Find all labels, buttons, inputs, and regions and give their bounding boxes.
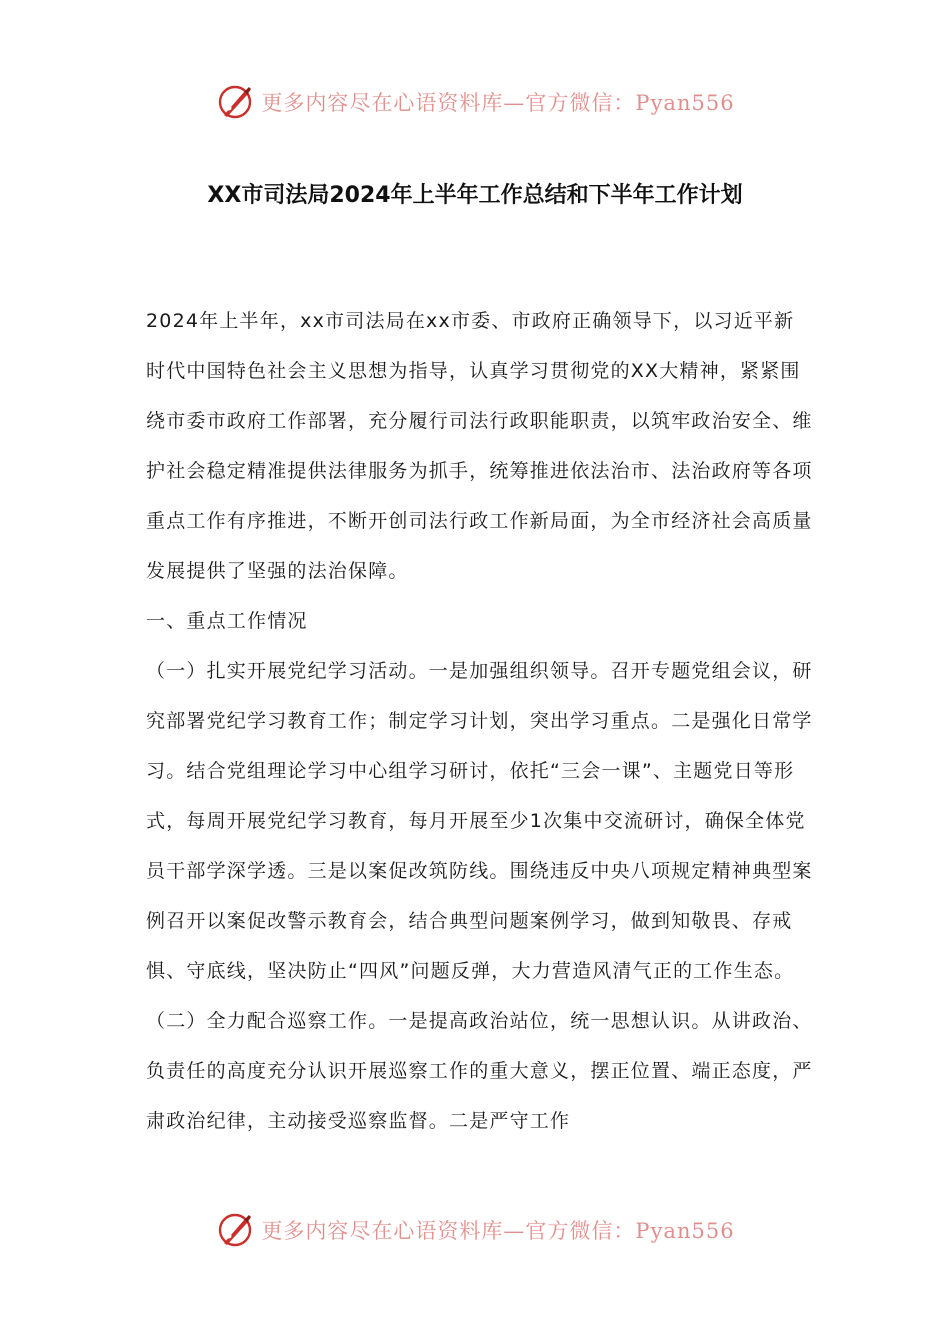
body-paragraph: （二）全力配合巡察工作。一是提高政治站位，统一思想认识。从讲政治、负责任的高度充分认识开展巡察工作的重大意义，摆正位置、端正态度，严肃政治纪律，主动接受巡察监督。二是严守工作 xyxy=(146,1010,813,1132)
watermark-banner-bottom xyxy=(0,1208,950,1252)
fountain-pen-logo-icon xyxy=(215,1210,255,1250)
watermark-banner-top xyxy=(0,80,950,124)
watermark-text: 更多内容尽在心语资料库—官方微信：Pyan556 xyxy=(261,91,735,115)
section-heading: 一、重点工作情况 xyxy=(146,610,308,632)
watermark-text: 更多内容尽在心语资料库—官方微信：Pyan556 xyxy=(261,1219,735,1243)
document-body xyxy=(146,296,814,1146)
body-paragraph: （一）扎实开展党纪学习活动。一是加强组织领导。召开专题党组会议，研究部署党纪学习教育工作；制定学习计划，突出学习重点。二是强化日常学习。结合党组理论学习中心组学习研讨，依托“三会一课”、主题党日等形式，每周开展党纪学习教育，每月开展至少1次集中交流研讨，确保全体党员干部学深学透。三是以案促改筑防线。围绕违反中央八项规定精神典型案例召开以案促改警示教育会，结合典型问题案例学习，做到知敬畏、存戒惧、守底线，坚决防止“四风”问题反弹，大力营造风清气正的工作生态。 xyxy=(146,660,813,982)
document-title: XX市司法局2024年上半年工作总结和下半年工作计划 xyxy=(207,183,743,208)
intro-paragraph: 2024年上半年，xx市司法局在xx市委、市政府正确领导下，以习近平新时代中国特色社会主义思想为指导，认真学习贯彻党的XX大精神，紧紧围绕市委市政府工作部署，充分履行司法行政职能职责，以筑牢政治安全、维护社会稳定精准提供法律服务为抓手，统筹推进依法治市、法治政府等各项重点工作有序推进，不断开创司法行政工作新局面，为全市经济社会高质量发展提供了坚强的法治保障。 xyxy=(146,310,813,582)
fountain-pen-logo-icon xyxy=(215,82,255,122)
